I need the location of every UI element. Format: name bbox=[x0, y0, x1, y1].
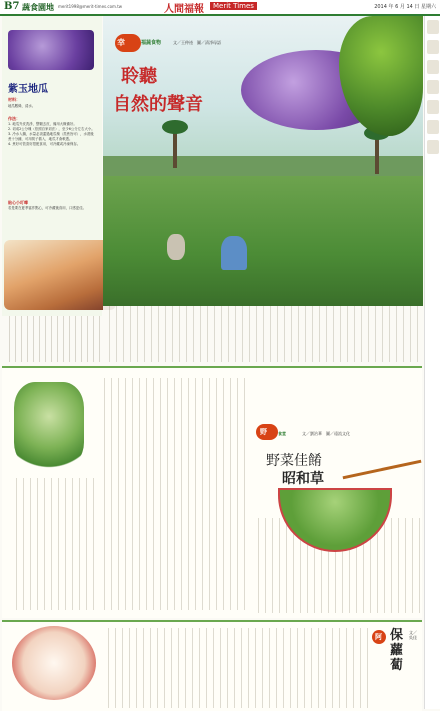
chopsticks-illustration bbox=[343, 460, 422, 480]
margin-tab bbox=[427, 20, 439, 34]
page-margin bbox=[424, 16, 440, 709]
wild-vegetable-section bbox=[2, 366, 422, 618]
middle-byline: 文／劉治華 圖／遠流文化 bbox=[302, 431, 350, 436]
step-item: 2. 切成2公分塊（依照自家切法），至少6公分左右大小。 bbox=[8, 127, 95, 131]
middle-title-line2: 昭和草 bbox=[282, 471, 324, 487]
hero-title-line2: 自然的聲音 bbox=[113, 94, 203, 115]
bottom-title: 保蘿蔔 bbox=[390, 628, 404, 673]
radish-bowl-photo bbox=[12, 626, 96, 700]
column-badge-char: 幸 bbox=[117, 38, 125, 47]
contact-email: merit1998@merit-times.com.tw bbox=[58, 4, 123, 9]
column-badge-char: 阿 bbox=[375, 633, 382, 641]
article-body-columns bbox=[98, 378, 248, 610]
steps-label: 作法： bbox=[8, 116, 20, 121]
sweet-potato-field bbox=[103, 176, 423, 306]
margin-tab bbox=[427, 140, 439, 154]
step-item: 4. 煮好可依喜好搭配食用，可冷藏或冷凍保存。 bbox=[8, 142, 81, 146]
article-body-columns bbox=[103, 306, 421, 362]
step-item: 3. 冷水入鍋，水量必須蓋過地瓜塊（蒸煮皆可），水滾後煮十分鐘，可用筷子插入，地瓜才會軟透。 bbox=[8, 132, 94, 141]
section-name: 蔬食園地 bbox=[22, 3, 54, 12]
margin-tab bbox=[427, 80, 439, 94]
margin-tab bbox=[427, 100, 439, 114]
farmer-figure bbox=[221, 236, 247, 270]
hero-title-line1: 聆聽 bbox=[121, 66, 157, 87]
bottom-byline: 文／吳佳 bbox=[409, 630, 417, 640]
hero-photo bbox=[103, 16, 423, 306]
article-body-columns bbox=[102, 628, 368, 708]
tips-text: 若是要在夏季當作點心，可冷藏後食用，口感更佳。 bbox=[8, 206, 86, 210]
sweet-potato-photo bbox=[4, 240, 116, 310]
recipe-title: 紫玉地瓜 bbox=[8, 84, 48, 95]
palm-canopy bbox=[162, 120, 188, 134]
article-body-columns bbox=[4, 316, 102, 362]
tips-label: 貼心小叮嚀 bbox=[8, 200, 28, 205]
step-item: 1. 地瓜外皮洗淨，整顆去皮，備用大概備好。 bbox=[8, 122, 77, 126]
page-number: B7 bbox=[4, 1, 20, 12]
issue-date: 2014 年 6 月 14 日 星期六 bbox=[374, 4, 436, 10]
palm-tree bbox=[375, 134, 379, 174]
hero-byline: 文／王仲逵 圖／清淨母語 bbox=[173, 40, 221, 45]
radish-section bbox=[2, 620, 422, 711]
purple-sweet-potato-photo bbox=[8, 30, 94, 70]
ingredients-label: 材料： bbox=[8, 97, 20, 102]
article-body-columns bbox=[10, 478, 94, 610]
masthead-english: Merit Times bbox=[210, 2, 257, 10]
middle-title-line1: 野菜佳餚 bbox=[266, 453, 322, 469]
margin-tab bbox=[427, 60, 439, 74]
plant-illustration bbox=[14, 382, 84, 468]
ingredients-text: 地瓜數條、清水。 bbox=[8, 104, 36, 108]
masthead-logo: 人間福報 bbox=[164, 4, 204, 15]
palm-tree bbox=[173, 128, 177, 168]
column-badge-char: 野 bbox=[260, 428, 267, 436]
margin-tab bbox=[427, 40, 439, 54]
margin-tab bbox=[427, 120, 439, 134]
column-name: 福蔬食物 bbox=[141, 40, 162, 46]
column-name: 食堂 bbox=[278, 431, 286, 436]
farmer-figure bbox=[167, 234, 185, 260]
steps-list bbox=[8, 122, 96, 147]
